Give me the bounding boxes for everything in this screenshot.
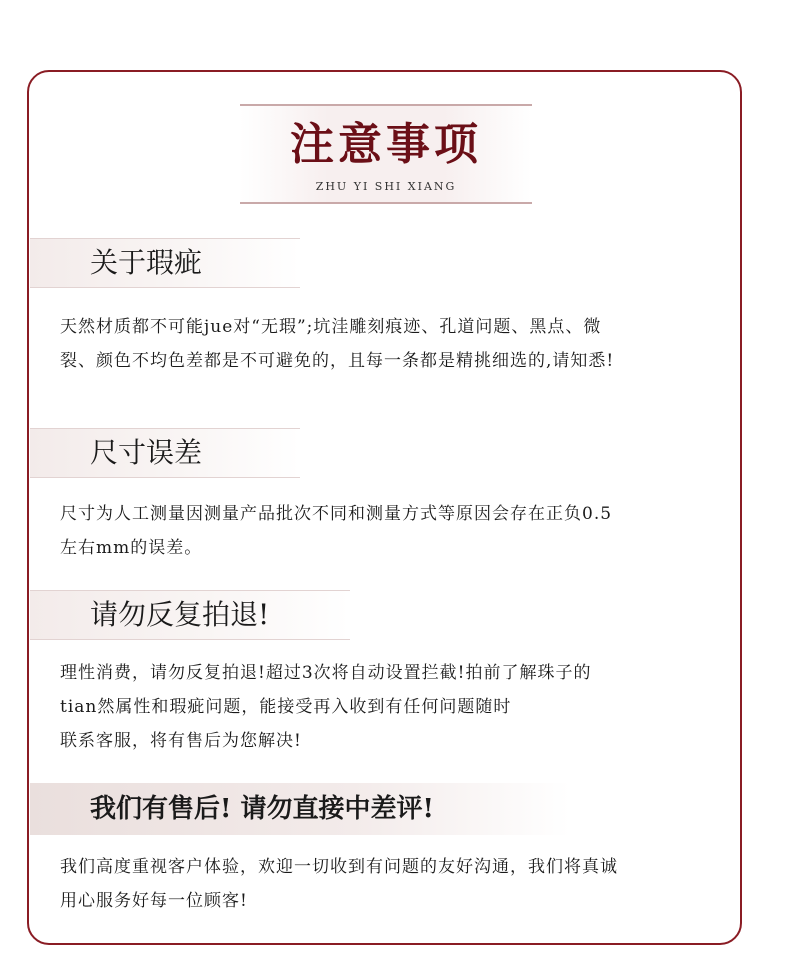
text-line: tian然属性和瑕疵问题，能接受再入收到有任何问题随时 [60,697,512,717]
text-line: 用心服务好每一位顾客! [60,891,248,911]
section-heading-after-sales [30,783,570,835]
text-line: 我们高度重视客户体验，欢迎一切收到有问题的友好沟通，我们将真诚 [60,857,618,877]
title-banner [240,104,532,204]
text-line: 尺寸为人工测量因测量产品批次不同和测量方式等原因会存在正负0.5 [60,504,613,524]
section-body-flaws [60,310,740,378]
section-heading-label: 我们有售后! 请勿直接中差评! [90,794,434,824]
page-title: 注意事项 [290,119,482,170]
section-heading-no-returns [30,590,350,640]
section-heading-size-error [30,428,300,478]
text-line: 天然材质都不可能jue对“无瑕”;坑洼雕刻痕迹、孔道问题、黑点、微 [60,317,602,337]
section-heading-flaws [30,238,300,288]
text-line: 联系客服，将有售后为您解决! [60,731,302,751]
page-subtitle: ZHU YI SHI XIANG [315,180,457,193]
section-heading-label: 请勿反复拍退! [90,598,270,631]
section-heading-label: 尺寸误差 [90,436,203,469]
section-body-after-sales [60,850,740,918]
section-body-size-error [60,497,740,565]
section-body-no-returns [60,656,740,758]
section-heading-label: 关于瑕疵 [90,246,203,279]
text-line: 裂、颜色不均色差都是不可避免的，且每一条都是精挑细选的,请知悉! [60,351,615,371]
text-line: 理性消费，请勿反复拍退!超过3次将自动设置拦截!拍前了解珠子的 [60,663,592,683]
text-line: 左右mm的误差。 [60,538,203,558]
